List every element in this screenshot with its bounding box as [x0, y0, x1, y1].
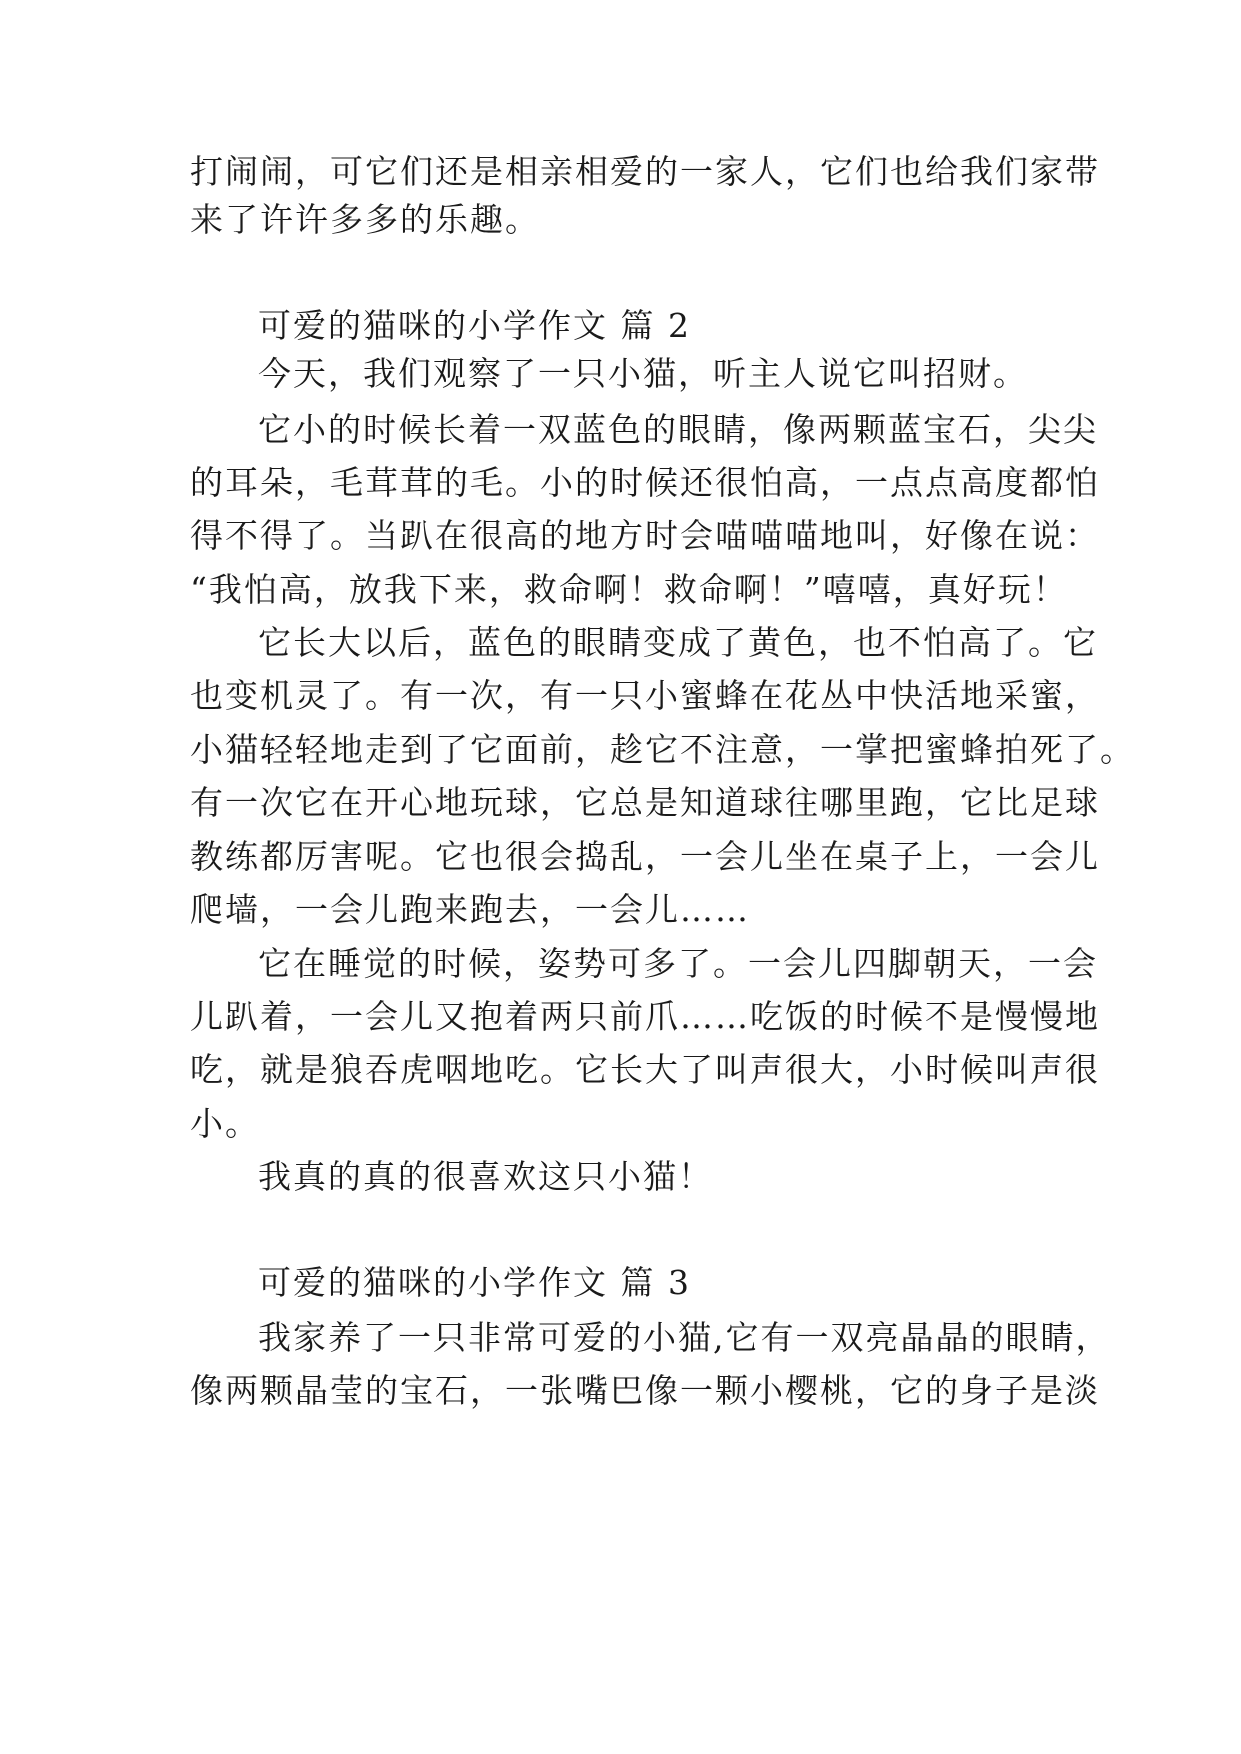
section-heading-3: 可爱的猫咪的小学作文 篇 3 — [258, 1263, 691, 1302]
paragraph-line: 打闹闹，可它们还是相亲相爱的一家人，它们也给我们家带 — [190, 152, 1100, 191]
paragraph-line: 小。 — [190, 1104, 260, 1143]
paragraph-line: 得不得了。当趴在很高的地方时会喵喵喵地叫，好像在说： — [190, 516, 1100, 555]
paragraph-line: 我家养了一只非常可爱的小猫,它有一双亮晶晶的眼睛， — [258, 1318, 1111, 1357]
paragraph-line: 它在睡觉的时候，姿势可多了。一会儿四脚朝天，一会 — [258, 944, 1098, 983]
paragraph-line: 我真的真的很喜欢这只小猫！ — [258, 1157, 713, 1196]
paragraph-line: 像两颗晶莹的宝石，一张嘴巴像一颗小樱桃，它的身子是淡 — [190, 1371, 1100, 1410]
paragraph-line: 来了许许多多的乐趣。 — [190, 200, 540, 239]
paragraph-line: 爬墙，一会儿跑来跑去，一会儿…… — [190, 890, 750, 929]
paragraph-line: 儿趴着，一会儿又抱着两只前爪……吃饭的时候不是慢慢地 — [190, 997, 1100, 1036]
section-heading-2: 可爱的猫咪的小学作文 篇 2 — [258, 306, 691, 345]
paragraph-line: 吃，就是狼吞虎咽地吃。它长大了叫声很大，小时候叫声很 — [190, 1050, 1100, 1089]
paragraph-line: 它小的时候长着一双蓝色的眼睛，像两颗蓝宝石，尖尖 — [258, 410, 1098, 449]
paragraph-line: 的耳朵，毛茸茸的毛。小的时候还很怕高，一点点高度都怕 — [190, 463, 1100, 502]
paragraph-line: 小猫轻轻地走到了它面前，趁它不注意，一掌把蜜蜂拍死了。 — [190, 730, 1135, 769]
paragraph-line: “我怕高，放我下来，救命啊！救命啊！”嘻嘻，真好玩！ — [190, 570, 1068, 609]
paragraph-line: 也变机灵了。有一次，有一只小蜜蜂在花丛中快活地采蜜， — [190, 676, 1100, 715]
paragraph-line: 教练都厉害呢。它也很会捣乱，一会儿坐在桌子上，一会儿 — [190, 837, 1100, 876]
paragraph-line: 今天，我们观察了一只小猫，听主人说它叫招财。 — [258, 354, 1028, 393]
paragraph-line: 有一次它在开心地玩球，它总是知道球往哪里跑，它比足球 — [190, 783, 1100, 822]
paragraph-line: 它长大以后，蓝色的眼睛变成了黄色，也不怕高了。它 — [258, 623, 1098, 662]
